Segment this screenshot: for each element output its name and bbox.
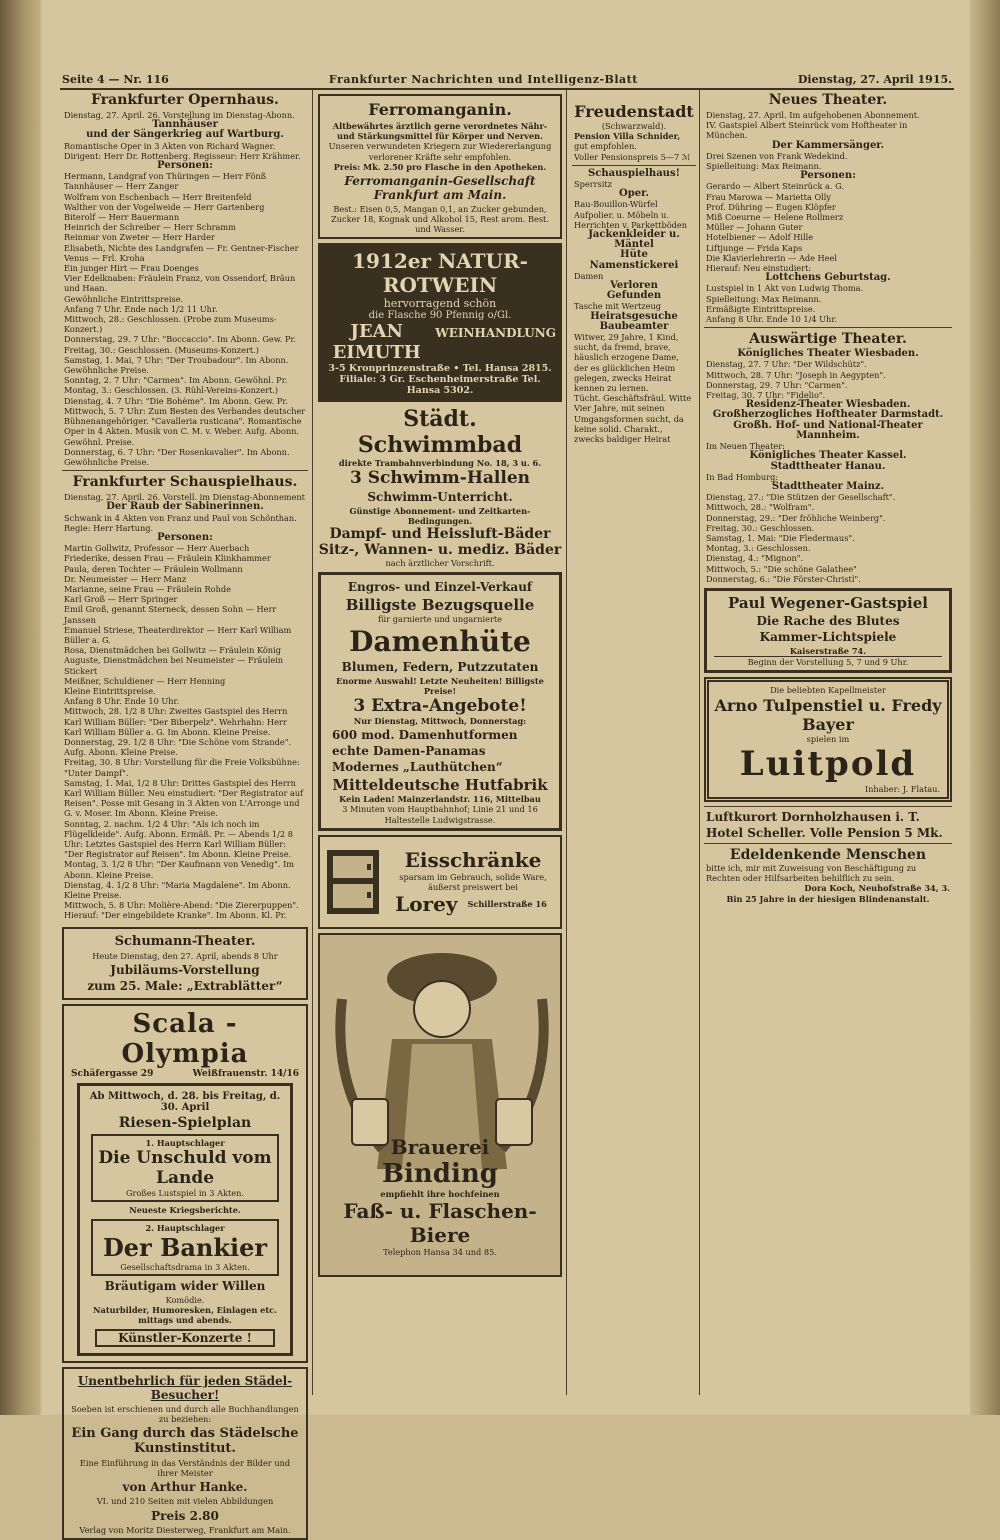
book-line: VI. und 210 Seiten mit vielen Abbildungen	[96, 1496, 274, 1507]
hat-line: 3 Minuten vom Hauptbahnhof; Linie 21 und 16 Haltestelle Ludwigstrasse.	[342, 804, 538, 825]
neues-theater-line: Prof. Dühring — Eugen Klöpfer	[706, 201, 836, 212]
wine-line: 3-5 Kronprinzenstraße • Tel. Hansa 2815.	[328, 362, 552, 374]
auswaertige-theater-line: Dienstag, 4.: "Mignon".	[706, 553, 804, 564]
scala-line: Komödie.	[165, 1295, 205, 1306]
opera-line: Wolfram von Eschenbach — Herr Breitenfeld	[64, 191, 252, 202]
book-price: Preis 2.80	[151, 1508, 219, 1523]
page-header	[62, 70, 952, 88]
neues-theater-line: Drei Szenen von Frank Wedekind.	[706, 150, 848, 161]
icebox-ad	[318, 835, 562, 929]
hat-line: Blumen, Federn, Putzzutaten	[341, 659, 539, 674]
opera-line: Gewöhnliche Eintrittspreise.	[64, 293, 184, 304]
brewery-line: Faß- u. Flaschen-Biere	[343, 1199, 537, 1248]
column-divider	[699, 90, 700, 1395]
neues-theater-line: Liftjunge — Frida Kaps	[706, 242, 803, 253]
hat-line: echte Damen-Panamas	[332, 744, 486, 759]
auswaertige-theater-line: Mittwoch, 28. 7 Uhr: "Joseph in Aegypten".	[706, 369, 886, 380]
scala-line: Neueste Kriegsberichte.	[129, 1205, 241, 1216]
hat-line: Billigste Bezugsquelle	[345, 596, 535, 615]
schauspiel-line: Sonntag, 2. nachm. 1/2 4 Uhr: "Als ich noch im Flügelkleide". Aufg. Abonn. Ermäß. Pr. — Abends 1/2 8 Uhr: Letztes Gastspiel des Herrn Karl William Büller: "Der Registrator auf Reisen". Im Abonn. Kleine Preise.	[64, 818, 293, 860]
schumann-line: Jubiläums-Vorstellung	[110, 962, 260, 977]
book-spine	[0, 0, 40, 1415]
opera-line: Ein junger Hirt — Frau Doenges	[64, 263, 199, 274]
edeldenkende-line: Dora Koch, Neuhofstraße 34, 3.	[804, 883, 950, 894]
scala-line: Großes Lustspiel in 3 Akten.	[125, 1188, 245, 1199]
schauspiel-line: Martin Gollwitz, Professor — Herr Auerbach	[64, 543, 250, 554]
classified-line: Jackenkleider u. Mäntel	[588, 229, 680, 251]
neues-theater-line: Spielleitung: Max Reimann.	[706, 293, 822, 304]
schauspiel-line: Montag, 3. 1/2 8 Uhr: "Der Kaufmann von Venedig". Im Abonn. Kleine Preise.	[64, 859, 295, 880]
schauspiel-line: Marianne, seine Frau — Fräulein Rohde	[64, 583, 231, 594]
neues-theater-line: Spielleitung: Max Reimann.	[706, 161, 822, 172]
icebox-title: Eisschränke	[404, 847, 542, 872]
scala-feature-1	[91, 1134, 279, 1202]
neues-theater-line: Lottchens Geburtstag.	[765, 272, 891, 284]
book-line: Unentbehrlich für jeden Städel-Besucher!	[77, 1373, 293, 1402]
neues-theater-line: Gerardo — Albert Steinrück a. G.	[706, 181, 844, 192]
scala-feature-title: Der Bankier	[102, 1232, 268, 1262]
schauspiel-line: Anfang 8 Uhr. Ende 10 Uhr.	[64, 696, 180, 707]
classified-line: Tücht. Geschäftsfräul. Witte Vier Jahre, mit seinen Umgangsformen sucht, da keine solid. Charakt., zwecks baldiger Heirat	[574, 393, 692, 445]
opera-line: Biterolf — Herr Bauermann	[64, 212, 180, 223]
luitpold-name: Luitpold	[739, 743, 917, 784]
opera-line: Samstag, 1. Mai, 7 Uhr: "Der Troubadour". Im Abonn. Gewöhnliche Preise.	[64, 354, 289, 376]
brewery-line: empfiehlt ihre hochfeinen	[380, 1188, 500, 1199]
classified-line: Rau-Bouillon-Würfel	[574, 199, 658, 210]
book-ad	[62, 1367, 308, 1540]
hat-ad	[318, 572, 562, 830]
edeldenkende-title: Edeldenkende Menschen	[729, 846, 927, 863]
wine-headline: 1912er NATUR-ROTWEIN	[352, 248, 528, 297]
ferro-line: Unseren verwundeten Kriegern zur Wiedererlangung verlorener Kräfte sehr empfohlen.	[328, 141, 552, 162]
book-line: Soeben ist erschienen und durch alle Buchhandlungen zu beziehen:	[71, 1403, 299, 1424]
schauspiel-line: Paula, deren Tochter — Fräulein Wollmann	[64, 563, 243, 574]
classified-line: Aufpolier. u. Möbeln u. Herrichten v. Parkettböden	[574, 209, 688, 230]
classified-line: Sperrsitz	[574, 179, 612, 190]
auswaertige-theater-line: Donnerstag, 29.: "Der fröhliche Weinberg".	[706, 512, 886, 523]
column-4	[702, 90, 954, 1395]
opera-line: Personen:	[157, 160, 213, 172]
dornholzhausen-line: Luftkurort Dornholzhausen i. T.	[706, 809, 920, 824]
opera-line: Vier Edelknaben: Fräulein Franz, von Ossendorf, Bräun und Haan.	[64, 273, 296, 294]
wine-merchant: JEAN EIMUTH	[332, 320, 421, 363]
wegener-line: Kaiserstraße 74.	[789, 645, 867, 656]
schumann-line: Heute Dienstag, den 27. April, abends 8 Uhr	[92, 950, 278, 961]
schauspiel-title: Frankfurter Schauspielhaus.	[72, 474, 298, 491]
classified-line: Oper.	[619, 188, 649, 200]
neues-theater-line: Hotelbiener — Adolf Hille	[706, 232, 814, 243]
column-2	[316, 90, 564, 1395]
auswaertige-theater-line: Stadttheater Mainz.	[771, 480, 885, 492]
opera-title: Frankfurter Opernhaus.	[91, 92, 279, 108]
luitpold-line: spielen im	[806, 733, 850, 744]
hat-line: Mitteldeutsche Hutfabrik	[332, 776, 548, 795]
schauspiel-line: Dienstag, 27. April. 26. Vorstell. im Dienstag-Abonnement	[64, 492, 305, 503]
wine-line: hervorragend schön	[383, 296, 497, 310]
opera-line: Heinrich der Schreiber — Herr Schramm	[64, 222, 236, 233]
wegener-line: Die Rache des Blutes	[756, 613, 900, 628]
auswaertige-theater-listing	[702, 349, 954, 584]
swim-line: 3 Schwimm-Hallen	[349, 467, 531, 488]
scala-line: mittags und abends.	[138, 1315, 232, 1326]
auswaertige-theater-line: Dienstag, 27.: "Die Stützen der Gesellschaft".	[706, 492, 896, 503]
auswaertige-theater-line: Königliches Theater Wiesbaden.	[737, 348, 919, 360]
schumann-ad	[62, 927, 308, 1000]
swim-line: nach ärztlicher Vorschrift.	[385, 558, 495, 569]
schauspiel-line: Donnerstag, 29. 1/2 8 Uhr: "Die Schöne vom Strande". Aufg. Abonn. Kleine Preise.	[64, 736, 292, 758]
scala-feature-2	[91, 1219, 279, 1276]
scala-dates: Ab Mittwoch, d. 28. bis Freitag, d. 30. April	[89, 1091, 281, 1114]
wegener-ad	[704, 588, 952, 673]
hat-line: für garnierte und ungarnierte	[377, 614, 502, 625]
auswaertige-theater-line: Mittwoch, 28.: "Wolfram".	[706, 502, 815, 513]
opera-line: Sonntag, 2. 7 Uhr: "Carmen". Im Abonn. Gewöhnl. Pr.	[64, 375, 288, 386]
icebox-address: Schillerstraße 16	[467, 898, 547, 909]
header-right: Dienstag, 27. April 1915.	[797, 72, 952, 86]
auswaertige-theater-title: Auswärtige Theater.	[749, 331, 907, 348]
schauspiel-line: Mittwoch, 28. 1/2 8 Uhr: Zweites Gastspiel des Herrn Karl William Büller: "Der Biberpelz". Wehrhahn: Herr Karl William Büller a. G. Im Abonn. Kleine Preise.	[64, 706, 288, 737]
schauspiel-line: Rosa, Dienstmädchen bei Gollwitz — Fräulein König	[64, 645, 281, 656]
ferro-line: Best.: Eisen 0,5, Mangan 0,1, an Zucker gebunden, Zucker 18, Kognak und Alkohol 15, Rest arom. Best. und Wasser.	[331, 204, 549, 235]
opera-line: Reinmar von Zweter — Herr Harder	[64, 232, 215, 243]
scala-title: Scala - Olympia	[121, 1008, 249, 1069]
opera-line: Dienstag, 4. 7 Uhr: "Die Bohème". Im Abonn. Gew. Pr.	[64, 395, 289, 406]
neues-theater-line: Personen:	[800, 170, 856, 182]
opera-listing	[60, 110, 310, 467]
scala-program	[77, 1083, 293, 1356]
auswaertige-theater-line: Freitag, 30. 7 Uhr: "Fidelio".	[706, 390, 826, 401]
ferro-line: Altbewährtes ärztlich gerne verordnetes Nähr- und Stärkungsmittel für Körper und Nerven.	[332, 121, 548, 142]
schauspiel-line: Samstag, 1. Mai, 1/2 8 Uhr: Drittes Gastspiel des Herrn Karl William Büller. Neu einstudiert: "Der Registrator auf Reisen". Posse mit Gesang in 3 Akten von L'Arronge und G. v. Moser. Im Abonn. Kleine Preise.	[64, 777, 304, 819]
schauspiel-line: Mittwoch, 5. 8 Uhr: Molière-Abend: "Die Ziererpuppen". Hierauf: "Der eingebildete Kranke". Im Abonn. Kl. Pr.	[64, 900, 299, 921]
neues-theater-line: Hierauf: Neu einstudiert:	[706, 263, 812, 274]
classified-line: Witwer, 29 Jahre, 1 Kind, sucht, da fremd, brave, häuslich erzogene Dame, der es glücklichen Heim gelegen, zwecks Heirat kennen zu lernen.	[574, 332, 679, 394]
schauspiel-line: Auguste, Dienstmädchen bei Neumeister — Fräulein Stickert	[64, 655, 284, 676]
scala-address-right: Weißfrauenstr. 14/16	[192, 1068, 299, 1079]
opera-line: Mittwoch, 28.: Geschlossen. (Probe zum Museums-Konzert.)	[64, 314, 277, 335]
scala-feature-title: Die Unschuld vom Lande	[98, 1148, 272, 1189]
classified-line: Namenstickerei	[589, 259, 679, 271]
classified-line: Verloren	[610, 280, 658, 292]
wegener-line: Kammer-Lichtspiele	[759, 629, 897, 644]
column-divider	[312, 90, 313, 1395]
swim-line: Sitz-, Wannen- u. mediz. Bäder	[318, 542, 562, 559]
brewery-phone: Telephon Hansa 34 und 85.	[383, 1247, 497, 1258]
scala-program-title: Riesen-Spielplan	[118, 1115, 252, 1132]
hat-line: Engros- und Einzel-Verkauf	[347, 580, 533, 595]
book-line: Eine Einführung in das Verständnis der Bilder und ihrer Meister	[79, 1458, 291, 1479]
classified-line: Gefunden	[606, 290, 662, 302]
book-line: von Arthur Hanke.	[122, 1480, 248, 1495]
neues-theater-line: Anfang 8 Uhr. Ende 10 1/4 Uhr.	[706, 314, 837, 325]
neues-theater-line: Ermäßigte Eintrittspreise.	[706, 303, 816, 314]
opera-line: Tannhäuser — Herr Zanger	[64, 181, 179, 192]
wine-ad	[318, 243, 562, 402]
neues-theater-line: Die Klavierlehrerin — Ade Heel	[706, 252, 837, 263]
neues-theater-line: Miß Coeurne — Helene Rollmerz	[706, 212, 844, 223]
neues-theater-line: IV. Gastspiel Albert Steinrück vom Hoftheater in München.	[706, 120, 908, 141]
classified-listing	[570, 169, 698, 444]
ferromanganin-ad	[318, 94, 562, 239]
hat-line: 3 Extra-Angebote!	[353, 696, 527, 717]
opera-line: Dienstag, 27. April. 26. Vorstellung im Dienstag-Abonn.	[64, 110, 295, 120]
neues-theater-title: Neues Theater.	[768, 92, 888, 108]
scala-line: Bräutigam wider Willen	[104, 1279, 266, 1294]
wine-line: WEINHANDLUNG	[435, 325, 556, 340]
swimbath-ad	[318, 406, 562, 569]
luitpold-line: Inhaber: J. Flatau.	[864, 783, 940, 794]
edeldenkende-line: bitte ich, mir mit Zuweisung von Beschäftigung zu Rechten oder Hilfsarbeiten behilflich zu sein.	[706, 862, 917, 884]
wegener-line: Beginn der Vorstellung 5, 7 und 9 Uhr.	[714, 656, 942, 667]
schumann-line: zum 25. Male: „Extrablätter“	[87, 978, 283, 993]
edeldenkende-line: Bin 25 Jahre in der hiesigen Blindenanstalt.	[726, 893, 930, 904]
opera-line: Elisabeth, Nichte des Landgrafen — Fr. Gentner-Fischer	[64, 242, 299, 253]
opera-line: Donnerstag, 6. 7 Uhr: "Der Rosenkavalier". Im Abonn. Gewöhnliche Preise.	[64, 446, 290, 467]
wine-line: Filiale: 3 Gr. Eschenheimerstraße Tel. Hansa 5302.	[339, 373, 541, 396]
schauspiel-line: Personen:	[157, 531, 213, 543]
scala-line: Künstler-Konzerte !	[95, 1329, 275, 1347]
auswaertige-theater-line: Freitag, 30.: Geschlossen.	[706, 522, 815, 533]
header-left: Seite 4 — Nr. 116	[62, 72, 169, 86]
header-masthead: Frankfurter Nachrichten und Intelligenz-Blatt	[328, 72, 638, 86]
swim-line: Schwimm-Unterricht.	[367, 489, 513, 504]
scala-line: Naturbilder, Humoresken, Einlagen etc.	[93, 1305, 277, 1316]
schumann-title: Schumann-Theater.	[114, 933, 256, 949]
auswaertige-theater-line: Im Neuen Theater:	[706, 441, 785, 452]
hat-line: Kein Laden! Mainzerlandstr. 116, Mittelbau	[339, 794, 541, 805]
auswaertige-theater-line: In Bad Homburg:	[706, 471, 779, 482]
freudenstadt-line: Pension Villa Schnider,	[574, 131, 681, 142]
page-edge	[970, 0, 1000, 1415]
divider	[62, 470, 308, 471]
freudenstadt-title: Freudenstadt	[574, 102, 694, 121]
schauspiel-listing	[60, 492, 310, 921]
neues-theater-listing	[702, 110, 954, 324]
opera-line: Romantische Oper in 3 Akten von Richard Wagner.	[64, 140, 276, 151]
swim-title: Städt. Schwimmbad	[357, 405, 523, 458]
scala-line: 2. Hauptschlager	[145, 1222, 225, 1233]
opera-line: Dirigent: Herr Dr. Rottenberg. Regisseur: Herr Krähmer.	[64, 150, 301, 161]
schauspiel-line: Emil Groß, genannt Sterneck, dessen Sohn — Herr Janssen	[64, 604, 277, 625]
schauspiel-line: Freitag, 30. 8 Uhr: Vorstellung für die Freie Volksbühne: "Unter Dampf".	[64, 757, 300, 778]
auswaertige-theater-line: Donnerstag, 6.: "Die Förster-Christl".	[706, 573, 861, 584]
neues-theater-line: Müller — Johann Guter	[706, 222, 803, 233]
schauspiel-line: Dienstag, 4. 1/2 8 Uhr: "Maria Magdalene". Im Abonn. Kleine Preise.	[64, 879, 291, 901]
schauspiel-line: Der Raub der Sabinerinnen.	[106, 501, 264, 513]
opera-line: Mittwoch, 5. 7 Uhr: Zum Besten des Verbandes deutscher Bühnenangehöriger. "Cavalleria rusticana". Romantische Oper in 4 Akten. Musik von C. M. v. Weber. Aufg. Abonn. Gewöhnl. Preise.	[64, 405, 306, 447]
auswaertige-theater-line: Stadttheater Hanau.	[770, 460, 886, 472]
wegener-line: Paul Wegener-Gastspiel	[728, 593, 928, 612]
column-1	[60, 90, 310, 1535]
opera-line: Hermann, Landgraf von Thüringen — Herr Fönß	[64, 171, 267, 182]
swim-line: direkte Trambahnverbindung No. 18, 3 u. 6.	[338, 457, 542, 468]
opera-line: und der Sängerkrieg auf Wartburg.	[86, 129, 284, 141]
hat-line: Enorme Auswahl! Letzte Neuheiten! Billigste Preise!	[336, 675, 544, 696]
newspaper-page	[42, 0, 970, 1535]
schauspiel-line: Dr. Neumeister — Herr Manz	[64, 573, 187, 584]
schauspiel-line: Schwank in 4 Akten von Franz und Paul von Schönthan.	[64, 512, 297, 523]
icebox-seller: Lorey	[395, 892, 458, 917]
schauspiel-line: Kleine Eintrittspreise.	[64, 685, 156, 696]
classified-line: Heiratsgesuche	[590, 310, 678, 322]
freudenstadt-line: (Schwarzwald).	[601, 121, 667, 131]
column-3	[570, 90, 698, 1395]
ferro-line: Preis: Mk. 2.50 pro Flasche in den Apotheken.	[333, 161, 547, 172]
schauspiel-line: Emanuel Striese, Theaterdirektor — Herr Karl William Büller a. G.	[64, 624, 292, 645]
neues-theater-line: Frau Marowa — Marietta Olly	[706, 191, 832, 202]
opera-line: Tannhäuser	[152, 119, 218, 131]
book-title: Ein Gang durch das Städelsche Kunstinstitut.	[71, 1426, 299, 1457]
opera-line: Venus — Frl. Kroha	[64, 252, 145, 263]
scala-line: Gesellschaftsdrama in 3 Akten.	[120, 1261, 250, 1272]
classified-line: Damen	[574, 270, 604, 281]
schauspiel-line: Regie: Herr Hartung.	[64, 522, 154, 533]
hat-line: Nur Dienstag, Mittwoch, Donnerstag:	[353, 716, 527, 727]
auswaertige-theater-line: Großh. Hof- und National-Theater Mannheim.	[733, 419, 923, 441]
auswaertige-theater-line: Montag, 3.: Geschlossen.	[706, 543, 811, 554]
classified-line: Hüte	[620, 249, 648, 261]
hat-line: 600 mod. Damenhutformen	[332, 728, 518, 743]
ferro-line: Ferromanganin-Gesellschaft Frankfurt am Main.	[344, 174, 536, 203]
auswaertige-theater-line: Samstag, 1. Mai: "Die Fledermaus".	[706, 532, 855, 543]
wine-line: die Flasche 90 Pfennig o/Gl.	[368, 309, 512, 321]
classified-line: Schauspielhaus!	[588, 167, 680, 179]
luitpold-line: Arno Tulpenstiel u. Fredy Bayer	[714, 695, 942, 734]
opera-line: Walther von der Vogelweide — Herr Gartenberg	[64, 201, 265, 212]
schauspiel-line: Karl Groß — Herr Springer	[64, 594, 178, 605]
scala-line: 1. Hauptschlager	[145, 1138, 225, 1149]
swim-line: Dampf- und Heissluft-Bäder	[329, 526, 551, 543]
brewery-ad	[318, 933, 562, 1277]
opera-line: Freitag, 30.: Geschlossen. (Museums-Konzert.)	[64, 344, 259, 355]
auswaertige-theater-line: Residenz-Theater Wiesbaden.	[745, 399, 911, 411]
schauspiel-line: Meißner, Schuldiener — Herr Henning	[64, 675, 226, 686]
icebox-line: sparsam im Gebrauch, solide Ware, äußerst preiswert bei	[399, 871, 547, 892]
opera-line: Montag, 3.: Geschlossen. (3. Rühl-Vereins-Konzert.)	[64, 385, 279, 396]
luitpold-ad	[704, 677, 952, 802]
book-line: Verlag von Moritz Diesterweg, Frankfurt am Main.	[79, 1524, 291, 1535]
luitpold-line: Die beliebten Kapellmeister	[770, 685, 886, 696]
auswaertige-theater-line: Königliches Theater Kassel.	[749, 450, 907, 462]
auswaertige-theater-line: Dienstag, 27. 7 Uhr: "Der Wildschütz".	[706, 359, 867, 370]
freudenstadt-line: Voller Pensionspreis 5—7 ℳ	[574, 151, 691, 162]
brewery-line: Brauerei	[390, 1134, 490, 1159]
ferro-title: Ferromanganin.	[368, 100, 512, 119]
neues-theater-line: Der Kammersänger.	[771, 139, 885, 151]
scala-olympia-ad	[62, 1004, 308, 1363]
opera-line: Anfang 7 Uhr. Ende nach 1/2 11 Uhr.	[64, 303, 218, 314]
hat-title: Damenhüte	[349, 624, 531, 658]
column-divider	[566, 90, 567, 1395]
dornholzhausen-line: Hotel Scheller. Volle Pension 5 Mk.	[706, 825, 943, 840]
classified-line: Tasche mit Wertzeug	[574, 301, 661, 312]
neues-theater-line: Dienstag, 27. April. Im aufgehobenen Abonnement.	[706, 110, 920, 120]
schauspiel-line: Friederike, dessen Frau — Fräulein Klinkhammer	[64, 553, 271, 564]
hat-line: Modernes „Lauthütchen“	[332, 760, 503, 775]
classified-line: Baubeamter	[599, 320, 669, 332]
auswaertige-theater-line: Donnerstag, 29. 7 Uhr: "Carmen".	[706, 379, 848, 390]
icebox-illustration	[323, 846, 383, 918]
auswaertige-theater-line: Großherzogliches Hoftheater Darmstadt.	[712, 409, 944, 421]
freudenstadt-line: gut empfohlen.	[574, 141, 637, 152]
brewery-name: Binding	[382, 1158, 498, 1189]
auswaertige-theater-line: Mittwoch, 5.: "Die schöne Galathee"	[706, 563, 857, 574]
neues-theater-line: Lustspiel in 1 Akt von Ludwig Thoma.	[706, 283, 864, 294]
swim-line: Günstige Abonnement- und Zeitkarten-Bedingungen.	[349, 505, 531, 527]
scala-address-left: Schäfergasse 29	[71, 1068, 154, 1079]
opera-line: Donnerstag, 29. 7 Uhr: "Boccaccio". Im Abonn. Gew. Pr.	[64, 334, 297, 345]
